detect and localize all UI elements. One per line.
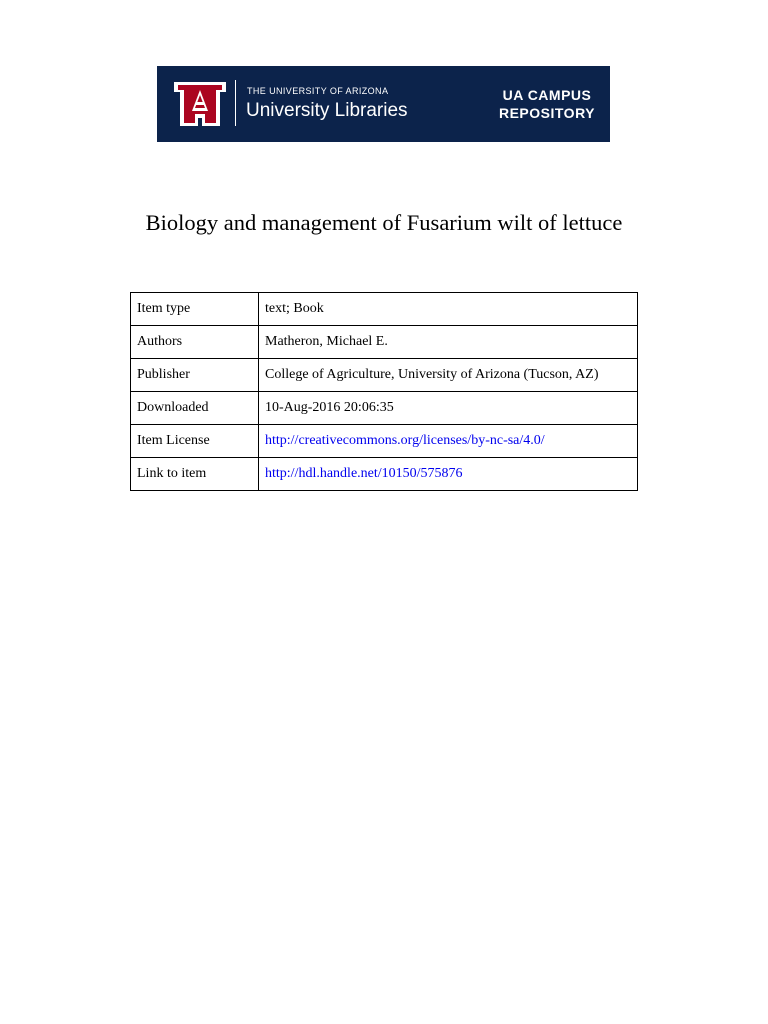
metadata-label: Item License: [131, 425, 259, 458]
ua-libraries-banner: [157, 66, 610, 142]
repository-line: REPOSITORY: [498, 105, 596, 121]
metadata-row: [131, 293, 638, 326]
metadata-value-cell: [259, 392, 638, 425]
metadata-row: [131, 392, 638, 425]
metadata-table: [130, 292, 638, 491]
metadata-row: [131, 425, 638, 458]
metadata-label: Item type: [131, 293, 259, 326]
campus-repository-label: [497, 86, 597, 122]
metadata-link[interactable]: http://creativecommons.org/licenses/by-nc-sa/4.0/: [265, 433, 545, 448]
metadata-value: text; Book: [265, 301, 324, 316]
metadata-value-cell: [259, 359, 638, 392]
metadata-label: Link to item: [131, 458, 259, 491]
metadata-value: Matheron, Michael E.: [265, 334, 388, 349]
metadata-value: 10-Aug-2016 20:06:35: [265, 400, 394, 415]
metadata-value-cell: [259, 293, 638, 326]
metadata-link[interactable]: http://hdl.handle.net/10150/575876: [265, 466, 463, 481]
metadata-label: Downloaded: [131, 392, 259, 425]
libraries-name: University Libraries: [246, 100, 408, 121]
university-name: THE UNIVERSITY OF ARIZONA: [247, 86, 389, 96]
metadata-value-cell: [259, 458, 638, 491]
metadata-label: Publisher: [131, 359, 259, 392]
campus-line: UA CAMPUS: [502, 87, 592, 103]
metadata-row: [131, 458, 638, 491]
logo-divider: [235, 80, 236, 126]
metadata-row: [131, 359, 638, 392]
document-title: Biology and management of Fusarium wilt of lettuce: [145, 210, 623, 235]
metadata-value-cell: [259, 326, 638, 359]
metadata-value-cell: [259, 425, 638, 458]
university-of-arizona-a-logo: [172, 80, 228, 128]
metadata-label: Authors: [131, 326, 259, 359]
metadata-row: [131, 326, 638, 359]
metadata-value: College of Agriculture, University of Arizona (Tucson, AZ): [265, 367, 599, 382]
